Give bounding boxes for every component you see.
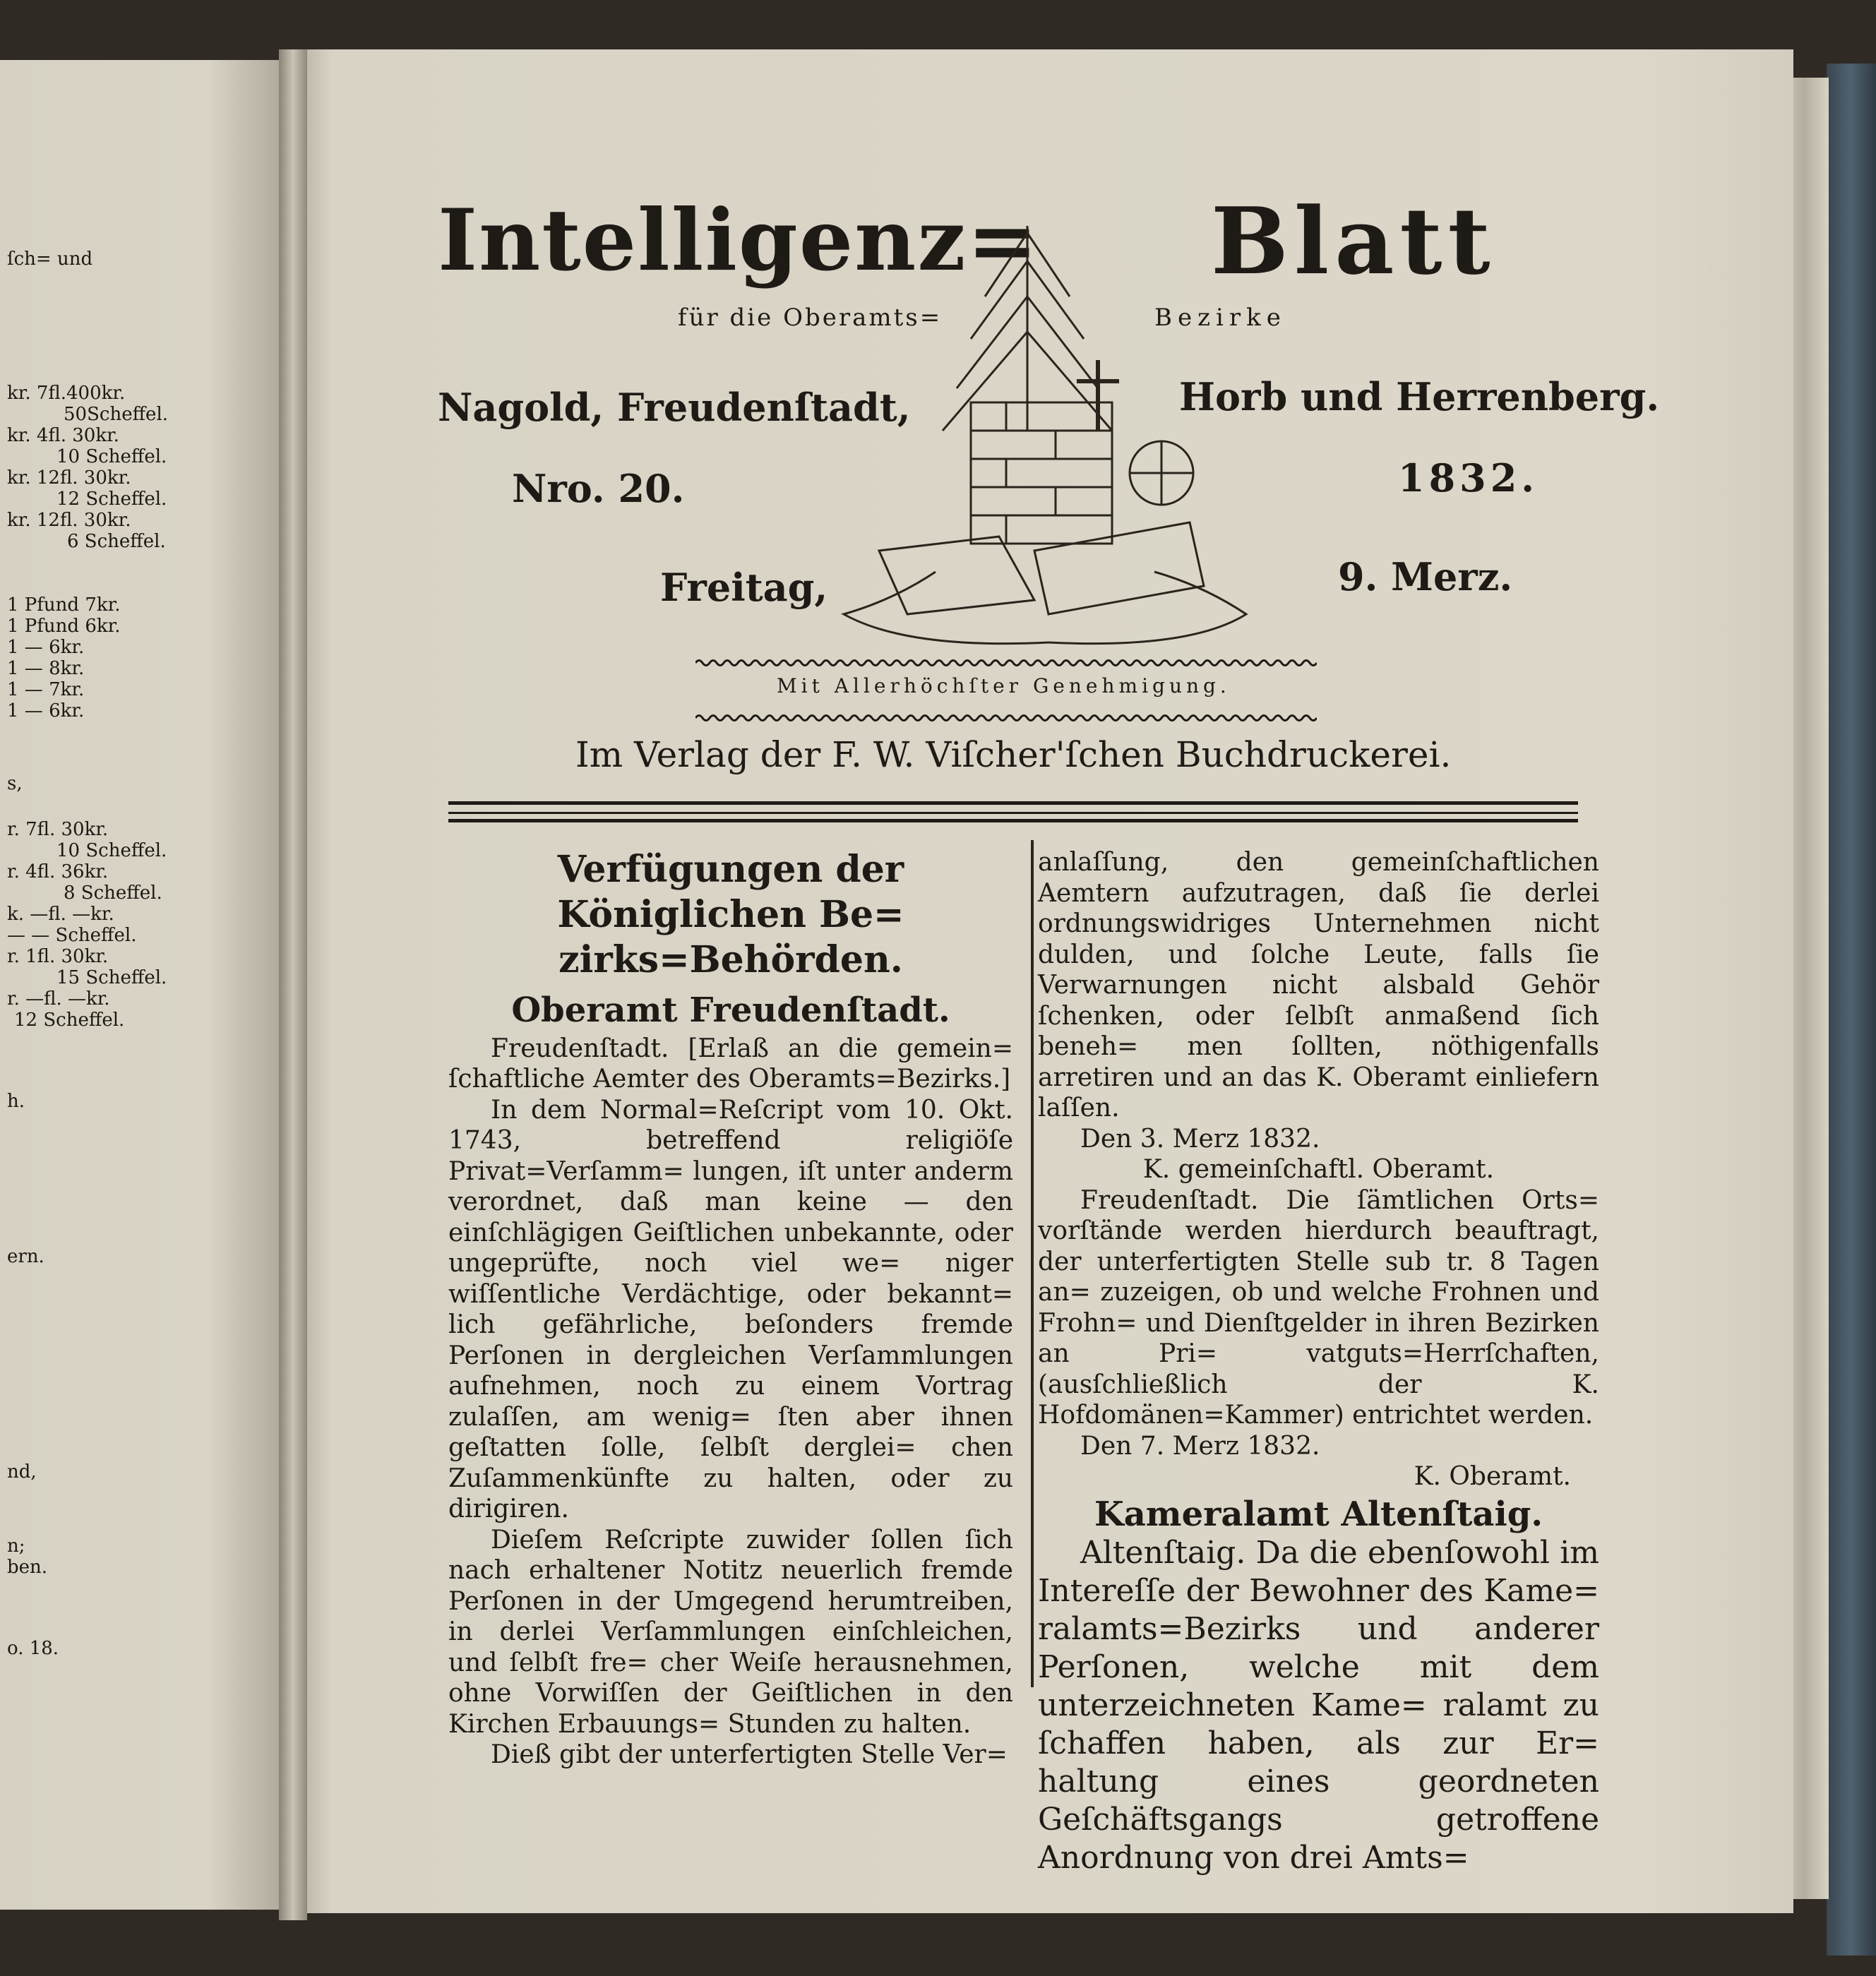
left-page-line: r. 7fl. 30kr. [7,819,109,840]
left-page-line: o. 18. [7,1638,59,1659]
left-page [0,60,297,1910]
left-page-line: 1 Pfund 7kr. [7,594,121,616]
masthead-line2-right: Horb und Herrenberg. [1179,374,1660,419]
signature-gemeinschaftl-oberamt: K. gemeinſchaftl. Oberamt. [1142,1155,1495,1184]
masthead-woodcut-vignette [823,219,1260,657]
left-page-line: 15 Scheffel. [56,967,167,988]
issue-year: 1832. [1398,455,1539,501]
left-page-line: h. [7,1091,25,1112]
subheading-kameralamt-altenstaig: Kameralamt Altenſtaig. [1094,1494,1543,1534]
paragraph-decree-intro: Freudenſtadt. [Erlaß an die gemein= ſchaftliche Aemter des Oberamts=Bezirks.] [448,1034,1013,1094]
double-rule-middle [448,812,1578,814]
ornamental-wavy-rule-bottom [695,713,1317,723]
publisher-line: Im Verlag der F. W. Viſcher'ſchen Buchdruckerei. [575,734,1452,775]
paragraph-continuation: Dieß gibt der unterfertigten Stelle Ver= [491,1740,1008,1769]
left-page-line: 1 — 6kr. [7,637,85,658]
left-page-line: 6 Scheffel. [67,531,166,552]
book-gutter [279,49,307,1920]
double-rule-top [448,801,1578,805]
left-page-line: ern. [7,1246,44,1267]
ornamental-wavy-rule-top [695,658,1317,668]
left-page-line: 10 Scheffel. [56,446,167,467]
double-rule-bottom [448,819,1578,822]
left-page-line: 1 Pfund 6kr. [7,616,121,637]
masthead-line1-left: für die Oberamts= [678,304,943,332]
left-page-line: r. 4fl. 36kr. [7,861,109,882]
issue-number: Nro. 20. [512,466,685,511]
left-page-line: 1 — 7kr. [7,679,85,700]
masthead-line2-left: Nagold, Freudenſtadt, [438,385,911,430]
paragraph-rescript-violation: Dieſem Reſcripte zuwider ſollen ſich nach erhaltener Notitz neuerlich fremde Perſonen in der Umgegend herumtreiben, in derlei Verſammlungen einſchleichen, und ſelbſt fre= cher Weiſe herausnehmen, ohne Vorwiſſen der Geiſtlichen in den Kirchen Erbauungs= Stunden zu halten. [448,1525,1013,1739]
left-page-line: n; [7,1535,25,1557]
dateline-7-merz: Den 7. Merz 1832. [1080,1431,1320,1461]
issue-weekday: Freitag, [660,565,828,610]
left-page-line: 8 Scheffel. [64,882,162,904]
left-page-line: kr. 4fl. 30kr. [7,425,119,446]
book-cover-edge [1827,64,1876,1956]
left-page-line: s, [7,773,23,794]
subheading-oberamt-freudenstadt: Oberamt Freudenſtadt. [511,990,950,1030]
paragraph-ortsvorstaende: Freudenſtadt. Die ſämtlichen Orts= vorſtände werden hierdurch beauftragt, der unterfertigten Stelle sub tr. 8 Tagen an= zuzeigen, ob und welche Frohnen und Frohn= und Dienſtgelder in ihren Bezirken an Pri= vatguts=Herrſchaften, (ausſchließlich der K. Hofdomänen=Kammer) entrichtet werden. [1038,1185,1599,1430]
column-divider [1031,840,1034,1687]
left-page-line: 10 Scheffel. [56,840,167,861]
masthead-title-right: Blatt [1211,187,1496,295]
dateline-3-merz: Den 3. Merz 1832. [1080,1124,1320,1154]
left-page-line: 50Scheffel. [64,404,169,425]
left-page-line: kr. 12fl. 30kr. [7,467,131,489]
left-page-line: r. —fl. —kr. [7,988,110,1010]
left-page-line: r. 1fl. 30kr. [7,946,109,967]
left-page-line: ben. [7,1557,48,1578]
signature-oberamt: K. Oberamt. [1414,1462,1571,1491]
privilege-notice: Mit Allerhöchſter Genehmigung. [777,674,1231,697]
left-page-line: kr. 12fl. 30kr. [7,510,131,531]
left-page-line: ſch= und [7,249,93,270]
left-page-line: kr. 7fl.400kr. [7,383,126,404]
paragraph-normal-rescript: In dem Normal=Reſcript vom 10. Okt. 1743, betreffend religiöſe Privat=Verſamm= lungen, iſt unter anderm verordnet, daß man keine — den einſchlägigen Geiſtlichen unbekannte, oder ungeprüfte, noch viel we= niger wiſſentliche Verdächtige, oder bekannt= lich gefährliche, beſonders fremde Perſonen in dergleichen Verſammlungen aufnehmen, noch zu einem Vortrag zulaſſen, am wenig= ſten aber ihnen geſtatten ſolle, ſelbſt derglei= chen Zuſammenkünfte zu halten, oder zu dirigiren. [448,1095,1013,1523]
left-page-line: 12 Scheffel. [56,489,167,510]
issue-date: 9. Merz. [1338,554,1513,599]
left-page-line: k. —fl. —kr. [7,904,114,925]
left-page-line: 1 — 6kr. [7,700,85,721]
article-column-left [448,847,1013,1771]
masthead-line1-right: Bezirke [1154,304,1286,332]
left-page-line: nd, [7,1461,37,1483]
paragraph-altenstaig: Altenſtaig. Da die ebenſowohl im Intereſſe der Bewohner des Kame= ralamts=Bezirks und anderer Perſonen, welche mit dem unterzeichneten Kame= ralamt zu ſchaffen haben, als zur Er= haltung eines geordneten Geſchäftsgangs getroffene Anordnung von drei Amts= [1038,1535,1599,1876]
left-page-line: — — Scheffel. [7,925,137,946]
section-heading: Verfügungen der Königlichen Be= zirks=Behörden. [557,848,904,981]
left-page-line: 1 — 8kr. [7,658,85,679]
masthead-title-left: Intelligenz= [438,191,1040,290]
article-column-right [1038,847,1599,1877]
left-page-line: 12 Scheffel. [14,1010,125,1031]
paragraph-anlassung: anlaſſung, den gemeinſchaftlichen Aemtern aufzutragen, daß ſie derlei ordnungswidriges Unternehmen nicht dulden, und ſolche Leute, falls ſie Verwarnungen nicht alsbald Gehör ſchenken, oder ſelbſt anmaßend ſich beneh= men ſollten, nöthigenfalls arretiren und an das K. Oberamt einliefern laſſen. [1038,848,1599,1122]
